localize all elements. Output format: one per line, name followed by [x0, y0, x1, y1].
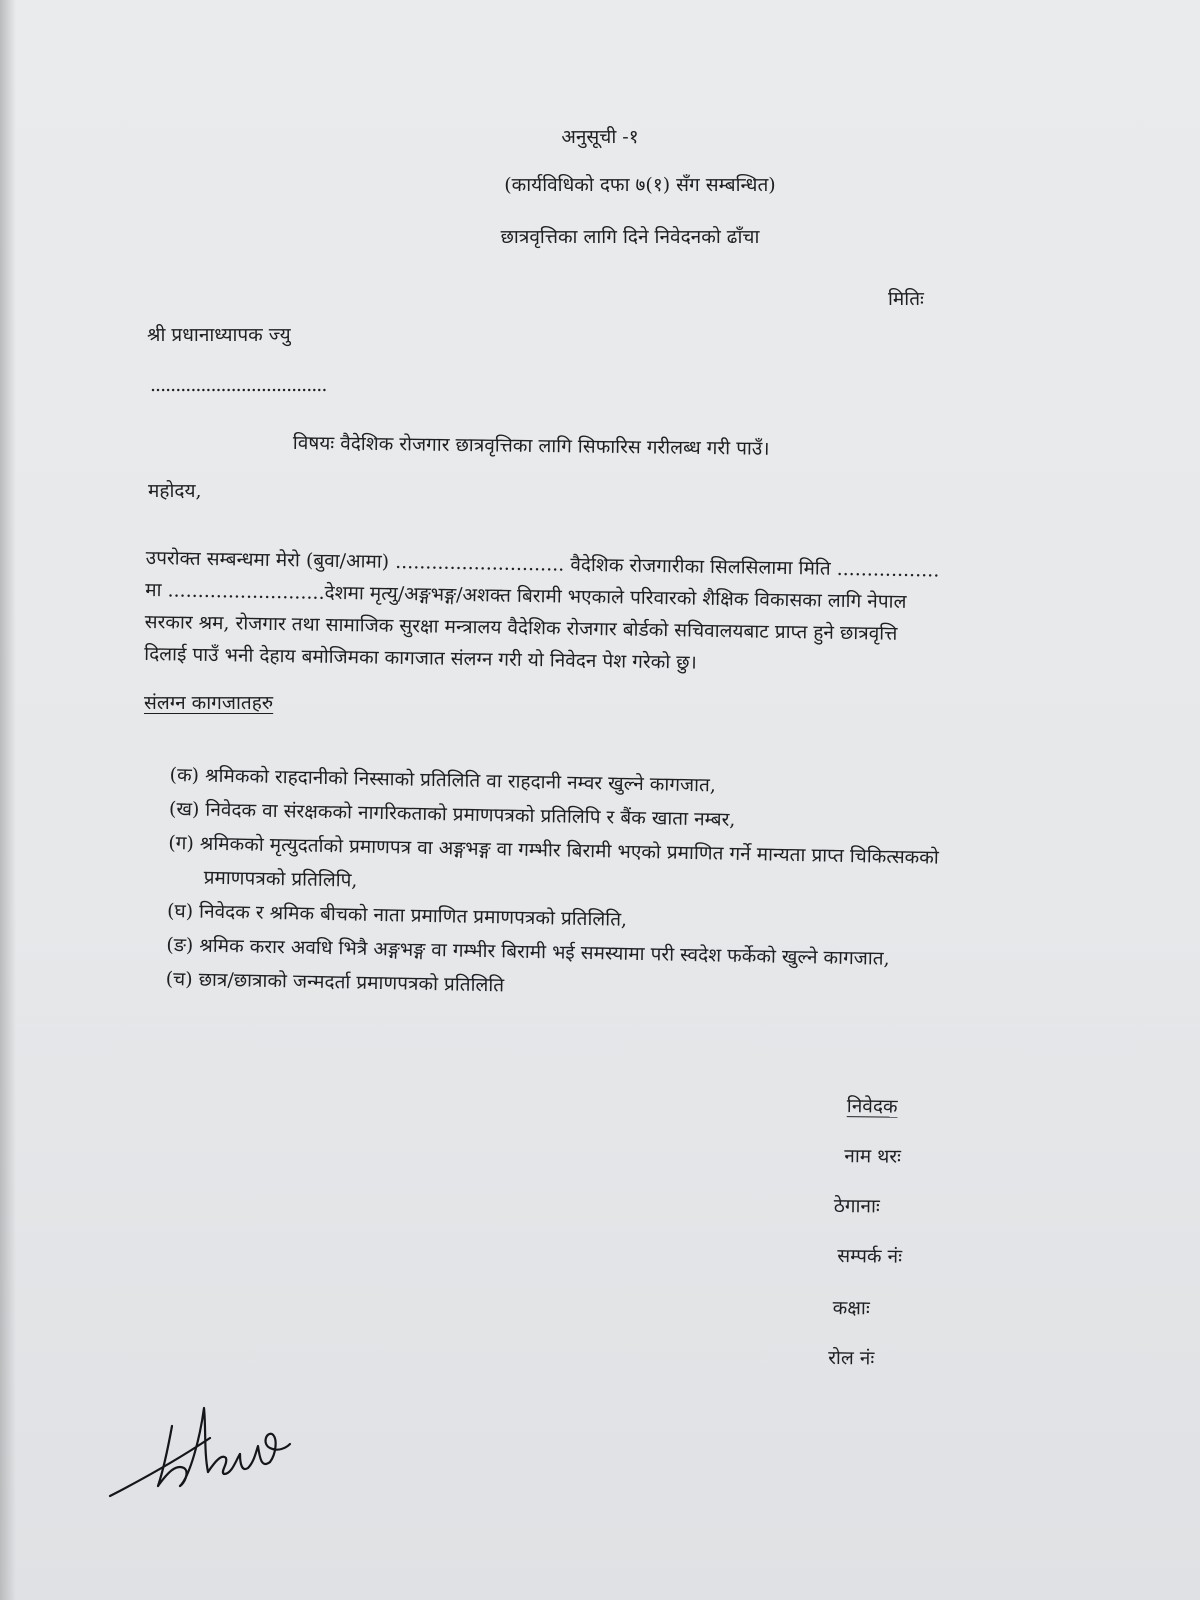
- attachments-heading: संलग्न कागजातहरु: [144, 692, 274, 714]
- form-title: छात्रवृत्तिका लागि दिने निवेदनको ढाँचा: [500, 226, 760, 248]
- list-item: (घ) निवेदक र श्रमिक बीचको नाता प्रमाणित प्रमाणपत्रको प्रतिलिति,: [166, 899, 628, 931]
- addressee-blank: ...................................: [150, 374, 327, 396]
- body-paragraph: [144, 542, 1076, 685]
- addressee-name: श्री प्रधानाध्यापक ज्यु: [147, 324, 291, 346]
- roll-label: रोल नंः: [828, 1346, 875, 1370]
- body-line: उपरोक्त सम्बन्धमा मेरो (बुवा/आमा) ............................ वैदेशिक रोजगारीका सिलसिलामा मिति .................: [145, 546, 940, 582]
- applicant-heading: निवेदक: [846, 1095, 898, 1118]
- list-item: (ङ) श्रमिक करार अवधि भित्रै अङ्गभङ्ग वा गम्भीर बिरामी भई समस्यामा परी स्वदेश फर्केको खुल्ने कागजात,: [166, 933, 890, 970]
- address-label: ठेगानाः: [833, 1194, 880, 1218]
- list-item: (ग) श्रमिकको मृत्युदर्ताको प्रमाणपत्र वा अङ्गभङ्ग वा गम्भीर बिरामी भएको प्रमाणित गर्ने मान्यता प्राप्त चिकित्सकको: [168, 831, 939, 869]
- list-item: (क) श्रमिकको राहदानीको निस्साको प्रतिलिति वा राहदानी नम्वर खुल्ने कागजात,: [169, 763, 717, 797]
- subject-line: विषयः वैदेशिक रोजगार छात्रवृत्तिका लागि सिफारिस गरीलब्ध गरी पाउँ।: [292, 431, 770, 460]
- body-line: दिलाई पाउँ भनी देहाय बमोजिमका कागजात संलग्न गरी यो निवेदन पेश गरेको छु।: [144, 642, 697, 674]
- class-label: कक्षाः: [832, 1296, 870, 1320]
- body-line: सरकार श्रम, रोजगार तथा सामाजिक सुरक्षा मन्त्रालय वैदेशिक रोजगार बोर्डको सचिवालयबाट प्राप्त हुने छात्रवृत्ति: [144, 610, 898, 645]
- body-line: मा ..........................देशमा मृत्यु/अङ्गभङ्ग/अशक्त बिरामी भएकाले परिवारको शैक्षिक विकासका लागि नेपाल: [145, 578, 907, 613]
- list-item: (च) छात्र/छात्राको जन्मदर्ता प्रमाणपत्रको प्रतिलिति: [165, 967, 505, 997]
- date-label: मितिः: [888, 288, 924, 310]
- list-item-continuation: प्रमाणपत्रको प्रतिलिपि,: [203, 866, 358, 892]
- schedule-heading: अनुसूची -१: [561, 126, 639, 148]
- attachments-list: [165, 758, 1109, 1014]
- contact-label: सम्पर्क नंः: [837, 1245, 903, 1268]
- list-item: (ख) निवेदक वा संरक्षकको नागरिकताको प्रमाणपत्रको प्रतिलिपि र बैंक खाता नम्बर,: [168, 797, 736, 831]
- related-clause: (कार्यविधिको दफा ७(१) सँग सम्बन्धित): [504, 174, 776, 196]
- handwritten-signature: [100, 1368, 300, 1518]
- name-label: नाम थरः: [844, 1145, 902, 1168]
- salutation: महोदय,: [148, 480, 202, 502]
